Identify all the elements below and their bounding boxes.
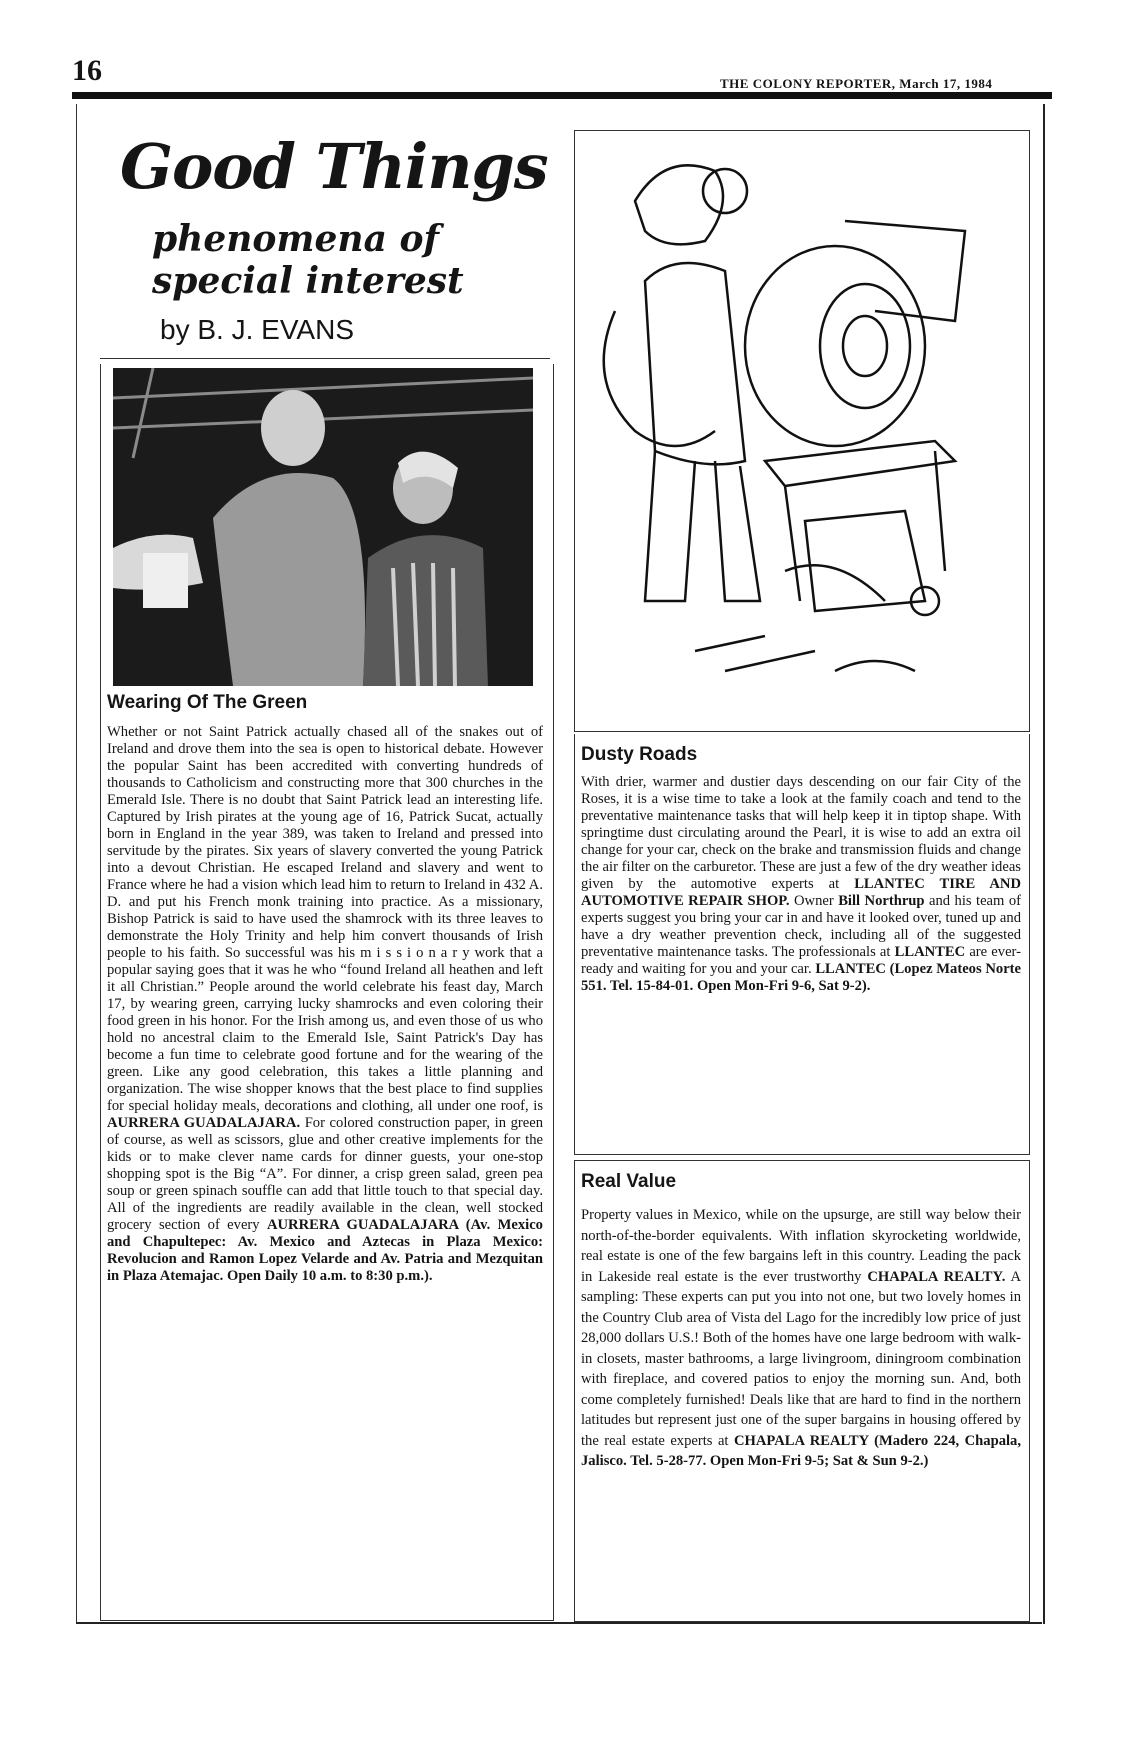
column-title: Good Things (120, 130, 548, 203)
story-dusty-roads (574, 734, 1030, 1155)
body-dusty-advertiser-2: LLANTEC (894, 944, 966, 960)
column-masthead (100, 120, 550, 360)
story-real-value (574, 1160, 1030, 1622)
body-dusty-text-2: Owner (794, 893, 834, 909)
column-subtitle (152, 218, 464, 302)
body-dusty-roads (581, 774, 1021, 995)
headline-real-value: Real Value (581, 1171, 677, 1192)
body-wearing-text-1: Whether or not Saint Patrick actually chased all of the snakes out of Ireland and drove them into the sea is open to historical debate. However the popular Saint has been accredited with converting hundreds of thousands to Catholicism and constructing more that 300 churches in the Emerald Isle. There is no doubt that Saint Patrick lead an interesting life. Captured by Irish pirates at the young age of 16, Patrick Sucat, actually born in England in the year 389, was taken to Ireland and pressed into servitude by the pirates. Six years of slavery converted the young Patrick into a devout Christian. He escaped Ireland and slavery and went to France where he had a vision which lead him to return to Ireland in 432 A. D. and put his French monk training into practice. As a missionary, Bishop Patrick is said to have used the shamrock with its three leaves to demonstrate the Holy Trinity and help him convert thousands of Irish people to his faith. So successful was his m i s s i o n a r y work that a popular saying goes that it was he who “found Ireland all heathen and left it all Christian.” People around the world celebrate his feast day, March 17, by wearing green, carrying lucky shamrocks and even coloring their food green in his honor. For the Irish among us, and even those of us who hold no ancestral claim to the Emerald Isle, Saint Patrick's Day has become a fun time to celebrate good fortune and for the wearing of the green. Like any good celebration, this takes a little planning and organization. The wise shopper knows that the best place to find supplies for special holiday meals, decorations and clothing, all under one roof, is (107, 724, 543, 1114)
body-real-advertiser-1: CHAPALA REALTY. (867, 1268, 1006, 1285)
bottom-rule (76, 1622, 1042, 1624)
body-wearing-advertiser-1: AURRERA GUADALAJARA. (107, 1115, 301, 1131)
body-dusty-owner: Bill Northrup (838, 893, 925, 909)
body-wearing (107, 724, 543, 1285)
body-dusty-advertiser-1: LLANTEC TIRE AND AUTOMOTIVE REPAIR SHOP. (581, 876, 1021, 909)
photo-saint-patrick-celebration (113, 368, 533, 686)
subtitle-line-1: phenomena of (152, 218, 439, 260)
page-number: 16 (72, 54, 102, 87)
body-real-text-1: Property values in Mexico, while on the upsurge, are still way below their north-of-the-border equivalents. With inflation skyrocketing worldwide, real estate is one of the few bargains left in this country. Leading the pack in Lakeside real estate is the ever trustworthy (581, 1207, 1021, 1285)
subtitle-line-2: special interest (152, 260, 464, 302)
body-wearing-advertiser-2: AURRERA GUADALAJARA (Av. Mexico and Chapultepec: Av. Mexico and Aztecas in Plaza Mexico: Revolucion and Ramon Lopez Velarde and Av. Patria and Mezquitan in Plaza Atemajac. Open Daily 10 a.m. to 8:30 p.m.). (107, 1217, 543, 1284)
body-dusty-text-4: are ever-ready and waiting for you and your car. (581, 944, 1021, 977)
body-real-value (581, 1205, 1021, 1472)
headline-wearing: Wearing Of The Green (107, 692, 308, 713)
body-real-advertiser-contact: CHAPALA REALTY (Madero 224, Chapala, Jalisco. Tel. 5-28-77. Open Mon-Fri 9-5; Sat & Sun 9-2.) (581, 1432, 1021, 1469)
illustration-mechanic-with-tire (574, 130, 1030, 732)
story-wearing (100, 364, 554, 1621)
folio-line: THE COLONY REPORTER, March 17, 1984 (720, 76, 993, 91)
mechanic-cartoon-drawing (575, 131, 1029, 731)
left-column (100, 120, 550, 1284)
body-dusty-advertiser-contact: LLANTEC (Lopez Mateos Norte 551. Tel. 15-84-01. Open Mon-Fri 9-6, Sat 9-2). (581, 961, 1022, 994)
top-rule (72, 92, 1052, 99)
body-real-text-2: A sampling: These experts can put you into not one, but two lovely homes in the Country Club area of Vista del Lago for the incredibly low price of just 28,000 dollars U.S.! Both of the homes have one large bedroom with walk-in closets, master bathrooms, a large livingroom, diningroom combination with fireplace, and covered patios to enjoy the morning sun. And, both come completely furnished! Deals like that are hard to find in the northern latitudes but represent just one of the super bargains in housing offered by the real estate experts at (581, 1268, 1022, 1449)
body-wearing-text-2: For colored construction paper, in green of course, as well as scissors, glue and other creative implements for the kids or to make clever name cards for dinner guests, your one-stop shopping spot is the Big “A”. For dinner, a crisp green salad, green pea soup or green spinach souffle can add that little touch to that special day. All of the ingredients are readily available in the clean, well stocked grocery section of every (107, 1115, 544, 1233)
byline: by B. J. EVANS (160, 314, 354, 345)
body-dusty-text-3: and his team of experts suggest you bring your car in and have it looked over, tuned up and have a dry weather prevention check, including all of the suggested preventative maintenance tasks. The professionals at (581, 893, 1022, 960)
headline-dusty-roads: Dusty Roads (581, 744, 698, 765)
masthead-rule (100, 358, 550, 359)
body-dusty-text-1: With drier, warmer and dustier days descending on our fair City of the Roses, it is a wise time to take a look at the family coach and tend to the preventative maintenance tasks that will help keep it in tiptop shape. With springtime dust circulating around the Pearl, it is wise to add an extra oil change for your car, check on the brake and transmission fluids and change the air filter on the carburetor. These are just a few of the dry weather ideas given by the automotive experts at (581, 774, 1021, 892)
